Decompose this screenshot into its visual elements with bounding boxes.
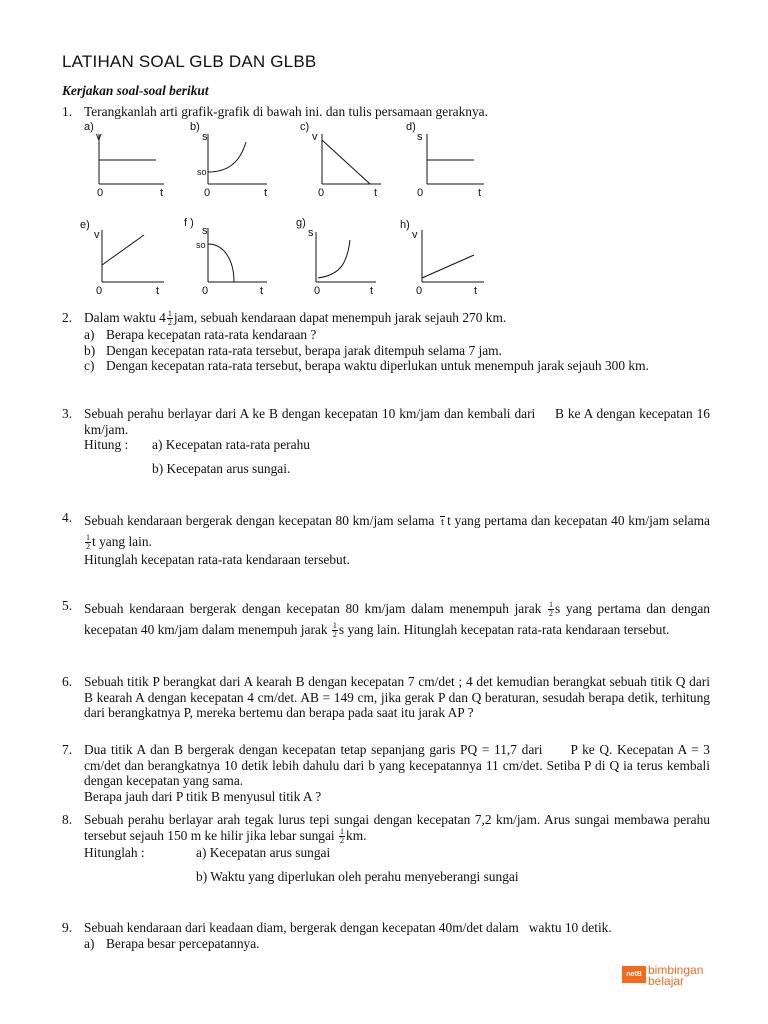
question-text: Sebuah perahu berlayar dari A ke B dengan kecepatan 10 km/jam dan kembali dari B ke A dengan kecepatan 16 km/jam. bbox=[84, 406, 714, 437]
question-number: 4. bbox=[62, 510, 73, 525]
graph-origin-d: 0 bbox=[417, 187, 424, 199]
page-subtitle: Kerjakan soal-soal berikut bbox=[62, 83, 209, 98]
part-a: a) Kecepatan arus sungai bbox=[196, 844, 331, 860]
graph-g-curve bbox=[318, 240, 350, 278]
logo-mark: netB bbox=[622, 966, 646, 983]
graph-axis-c: v bbox=[312, 131, 318, 143]
question-text: Dalam waktu 4 $\frac{1}{2}$ jam, sebuah kendaraan dapat menempuh jarak sejauh 270 km. a) Berapa kecepatan rata-rata kendaraan ? b) Dengan kecepatan rata-rata tersebut, berapa jarak ditempuh selama 7 jam. c) Dengan kecepatan rata-rata tersebut, berapa waktu diperlukan untuk menempuh jarak sejauh 300 km. bbox=[84, 310, 710, 374]
question-1 bbox=[62, 104, 710, 120]
graph-label-h: h) bbox=[400, 219, 410, 231]
graph-marker-f: so bbox=[196, 240, 206, 250]
question-5 bbox=[62, 598, 710, 640]
question-number: 3. bbox=[62, 406, 73, 421]
graph-f-curve bbox=[208, 244, 234, 282]
graph-label-d: d) bbox=[406, 121, 416, 133]
part-b: b) Kecepatan arus sungai. bbox=[152, 461, 291, 476]
graph-origin-h: 0 bbox=[416, 285, 423, 297]
question-number: 2. bbox=[62, 310, 73, 325]
graph-label-a: a) bbox=[84, 121, 94, 133]
graph-b-curve bbox=[208, 142, 246, 172]
graph-axis-g: s bbox=[308, 227, 314, 239]
graph-t-h: t bbox=[474, 285, 478, 297]
fraction: $\frac{1}{2}$ bbox=[549, 600, 554, 619]
question-text: Sebuah perahu berlayar arah tegak lurus tepi sungai dengan kecepatan 7,2 km/jam. Arus sungai membawa perahu tersebut sejauh 150 m ke hilir jika lebar sungai $\frac{1}{2}$ km. bbox=[84, 812, 710, 845]
graph-h-line bbox=[422, 255, 474, 278]
graph-label-e: e) bbox=[80, 219, 90, 231]
question-9 bbox=[62, 920, 710, 951]
graph-label-g: g) bbox=[296, 217, 306, 229]
graph-t-b: t bbox=[264, 187, 268, 199]
option-a: a) Berapa besar percepatannya. bbox=[84, 935, 260, 951]
question-3 bbox=[62, 406, 714, 477]
graph-axis-f: s bbox=[202, 225, 208, 237]
graph-label-f: f ) bbox=[184, 217, 194, 229]
graph-origin-f: 0 bbox=[202, 285, 209, 297]
question-number: 6. bbox=[62, 674, 73, 689]
logo-line-2: belajar bbox=[648, 974, 685, 988]
graphs-panel bbox=[80, 120, 514, 305]
graph-t-a: t bbox=[160, 187, 164, 199]
hitung-label: Hitung : bbox=[84, 437, 129, 452]
question-text: Dua titik A dan B bergerak dengan kecepatan tetap sepanjang garis PQ = 11,7 dari P ke Q. Kecepatan A = 3 cm/det dan berangkatnya 10 detik lebih dahulu dari b yang kecepatannya 11 cm/det. Setiba P di Q ia terus kembali dengan kecepatan yang sama. bbox=[84, 742, 714, 788]
graph-t-g: t bbox=[370, 285, 374, 297]
graph-origin-b: 0 bbox=[204, 187, 211, 199]
question-number: 5. bbox=[62, 598, 73, 613]
graph-origin-e: 0 bbox=[96, 285, 103, 297]
graph-a bbox=[99, 134, 164, 184]
fraction: $\frac{1}{2}$ bbox=[332, 621, 337, 640]
fraction: $\frac{1}{2}$ bbox=[340, 826, 344, 845]
question-number: 8. bbox=[62, 812, 73, 827]
question-number: 7. bbox=[62, 742, 73, 757]
question-6 bbox=[62, 674, 710, 721]
question-number: 1. bbox=[62, 104, 73, 119]
question-4 bbox=[62, 510, 710, 568]
page-title: LATIHAN SOAL GLB DAN GLBB bbox=[62, 52, 317, 71]
question-2 bbox=[62, 310, 710, 374]
hitung-label: Hitunglah : bbox=[84, 844, 145, 860]
question-text-line2: Berapa jauh dari P titik B menyusul titik A ? bbox=[84, 788, 322, 804]
fraction: $\frac{1}{2}$ bbox=[86, 533, 90, 552]
graph-f bbox=[208, 228, 267, 282]
graph-h bbox=[422, 230, 484, 282]
root-symbol: t bbox=[441, 516, 445, 528]
graph-label-b: b) bbox=[190, 121, 200, 133]
graph-t-d: t bbox=[478, 187, 482, 199]
graph-t-c: t bbox=[374, 187, 378, 199]
graph-axis-e: v bbox=[94, 229, 100, 241]
question-7 bbox=[62, 742, 714, 804]
graph-marker-b: so bbox=[197, 167, 207, 177]
graph-axis-a: v bbox=[96, 131, 102, 143]
question-8 bbox=[62, 812, 710, 884]
graph-b bbox=[208, 134, 267, 184]
graph-g bbox=[316, 232, 376, 282]
graph-axis-b: s bbox=[202, 131, 208, 143]
graph-d bbox=[427, 134, 484, 184]
question-number: 9. bbox=[62, 920, 73, 935]
graph-e bbox=[102, 230, 164, 282]
part-a: a) Kecepatan rata-rata perahu bbox=[152, 437, 310, 452]
graph-axis-d: s bbox=[417, 131, 423, 143]
brand-logo bbox=[622, 962, 742, 992]
graph-t-f: t bbox=[260, 285, 264, 297]
graph-origin-c: 0 bbox=[318, 187, 325, 199]
logo-line-1: bimbingan bbox=[648, 963, 704, 977]
question-text: Sebuah titik P berangkat dari A kearah B dengan kecepatan 7 cm/det ; 4 det kemudian berangkat sebuah titik Q dari B kearah A dengan kecepatan 4 cm/det. AB = 149 cm, jika gerak P dan Q beraturan, sesudah berapa detik, terhitung dari berangkatnya P, mereka bertemu dan berapa pada saat itu jarak AP ? bbox=[84, 674, 710, 720]
graph-label-c: c) bbox=[300, 121, 310, 133]
graph-origin-a: 0 bbox=[97, 187, 104, 199]
option-a: a) Berapa kecepatan rata-rata kendaraan ? bbox=[84, 327, 317, 343]
graph-t-e: t bbox=[156, 285, 160, 297]
graph-c-line bbox=[322, 140, 370, 184]
graph-origin-g: 0 bbox=[314, 285, 321, 297]
question-text: Sebuah kendaraan bergerak dengan kecepatan 80 km/jam selama t t yang pertama dan kecepatan 40 km/jam selama $\frac{1}{2}$ t yang lain. bbox=[84, 513, 710, 552]
option-b: b) Dengan kecepatan rata-rata tersebut, berapa jarak ditempuh selama 7 jam. bbox=[84, 342, 502, 358]
question-text: Sebuah kendaraan dari keadaan diam, bergerak dengan kecepatan 40m/det dalam waktu 10 detik. bbox=[84, 920, 612, 935]
part-b: b) Waktu yang diperlukan oleh perahu menyeberangi sungai bbox=[196, 868, 519, 884]
fraction: $\frac{1}{2}$ bbox=[167, 309, 172, 328]
question-text-line2: Hitunglah kecepatan rata-rata kendaraan tersebut. bbox=[84, 552, 350, 567]
question-text: Sebuah kendaraan bergerak dengan kecepatan 80 km/jam dalam menempuh jarak $\frac{1}{2}$ s yang pertama dan dengan kecepatan 40 km/jam dalam menempuh jarak $\frac{1}{2}$ s yang lain. Hitunglah kecepatan rata-rata kendaraan tersebut. bbox=[84, 600, 710, 640]
graph-c bbox=[322, 134, 381, 184]
graph-axis-h: v bbox=[412, 229, 418, 241]
question-text: Terangkanlah arti grafik-grafik di bawah ini. dan tulis persamaan geraknya. bbox=[84, 104, 488, 119]
graph-e-line bbox=[102, 235, 144, 265]
option-c: c) Dengan kecepatan rata-rata tersebut, berapa waktu diperlukan untuk menempuh jarak sejauh 300 km. bbox=[84, 358, 649, 374]
